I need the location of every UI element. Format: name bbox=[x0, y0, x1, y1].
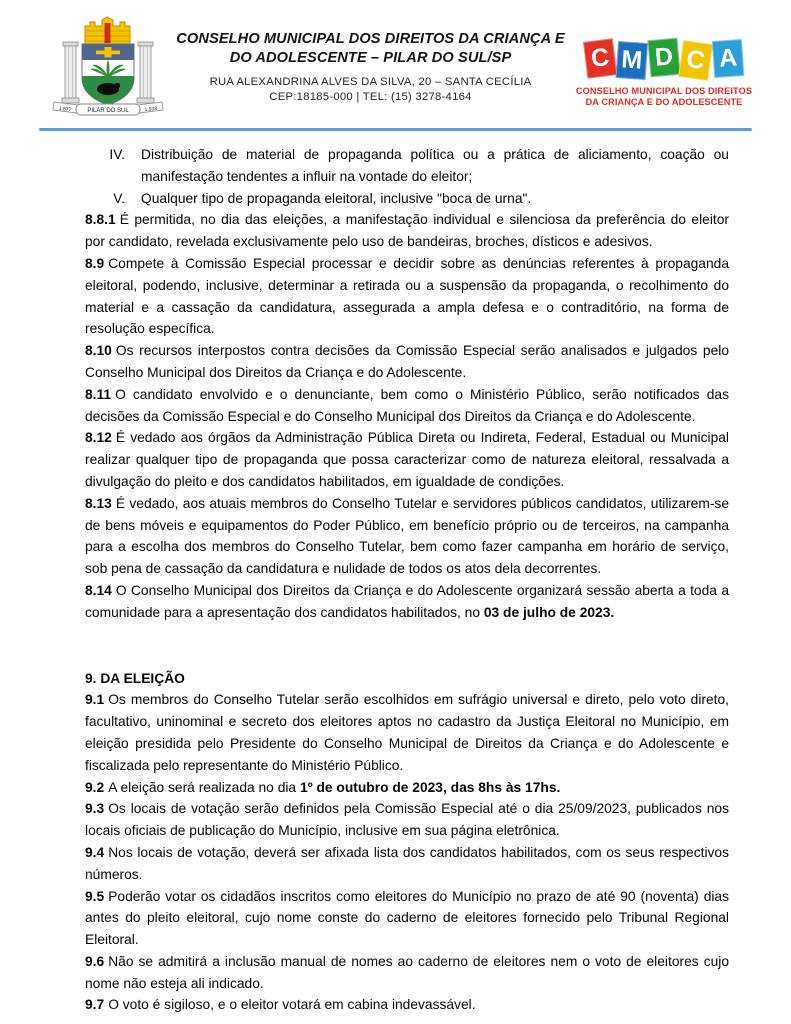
paragraph-text: O Conselho Municipal dos Direitos da Criança e do Adolescente organizará sessão aberta a toda a comunidade para a apresentação dos candidatos habilitados, no bbox=[85, 582, 729, 620]
paragraph-number: 9.6 bbox=[85, 953, 105, 969]
cmdca-tile-c2: C bbox=[678, 40, 713, 81]
cmdca-caption-line2: DA CRIANÇA E DO ADOLESCENTE bbox=[585, 97, 743, 107]
paragraph-number: 9.7 bbox=[85, 997, 105, 1013]
crest-banner bbox=[53, 102, 163, 115]
org-title-line2: DO ADOLESCENTE – PILAR DO SUL/SP bbox=[229, 50, 512, 66]
paragraph-text: Poderão votar os cidadãos inscritos como eleitores do Município no prazo de até 90 (noventa) dias antes do pleito eleitoral, cujo nome conste do caderno de eleitores fornecido pelo Tribunal Regional Eleitoral. bbox=[85, 888, 729, 948]
paragraph-number: 8.14 bbox=[85, 582, 112, 598]
section-9-heading: 9. DA ELEIÇÃO bbox=[85, 670, 185, 686]
paragraph-9-3 bbox=[85, 798, 729, 842]
paragraph-8-13 bbox=[85, 493, 729, 580]
list-item-v bbox=[85, 188, 729, 210]
cmdca-tile-m: M bbox=[616, 40, 649, 79]
paragraph-8-10 bbox=[85, 340, 729, 384]
crest-year-left: 1.877 bbox=[58, 105, 72, 114]
cmdca-tile-a: A bbox=[712, 38, 745, 77]
left-column-icon bbox=[62, 42, 79, 103]
list-numeral: IV. bbox=[109, 147, 125, 162]
paragraph-9-6 bbox=[85, 951, 729, 995]
paragraph-9-7 bbox=[85, 994, 729, 1016]
crest-banner-text: PILAR DO SUL bbox=[87, 108, 129, 114]
paragraph-number: 9.5 bbox=[85, 888, 105, 904]
paragraph-number: 9.2 bbox=[85, 779, 105, 795]
cmdca-logo bbox=[575, 14, 753, 108]
paragraph-text: É permitida, no dia das eleições, a manifestação individual e silenciosa da preferência do eleitor por candidato, revelada exclusivamente pelo uso de bandeiras, broches, dísticos e adesivos. bbox=[85, 212, 729, 250]
paragraph-text: É vedado aos órgãos da Administração Pública Direta ou Indireta, Federal, Estadual ou Municipal realizar qualquer tipo de propaganda que possa caracterizar como de natureza eleitoral, ressalvada a divulgação do pleito e dos candidatos habilitados, em igualdade de condições. bbox=[85, 430, 729, 489]
paragraph-8-14 bbox=[85, 580, 729, 624]
paragraph-text: Compete à Comissão Especial processar e decidir sobre as denúncias referentes à propaganda eleitoral, podendo, inclusive, determinar a retirada ou a suspensão da propaganda, o recolhimento do material e a cassação da candidatura, assegurada a ampla defesa e o contraditório, na forma de resolução específica. bbox=[85, 255, 729, 337]
paragraph-number: 8.8.1 bbox=[85, 212, 116, 228]
paragraph-9-5 bbox=[85, 886, 729, 951]
paragraph-text: Os membros do Conselho Tutelar serão escolhidos em sufrágio universal e direto, pelo voto direto, facultativo, uninominal e secreto dos eleitores aptos no cadastro da Justiça Eleitoral no Município, em eleição presidida pelo Presidente do Conselho Municipal de Direitos da Criança e do Adolescente e fiscalizada pelo representante do Ministério Público. bbox=[85, 692, 729, 773]
city-coat-of-arms bbox=[52, 14, 166, 123]
paragraph-text: A eleição será realizada no dia bbox=[108, 779, 300, 795]
document-header bbox=[0, 0, 791, 123]
paragraph-text: O voto é sigiloso, e o eleitor votará em cabina indevassável. bbox=[108, 997, 476, 1013]
paragraph-number: 8.13 bbox=[85, 495, 112, 511]
paragraph-text: Não se admitirá a inclusão manual de nomes ao caderno de eleitores nem o voto de eleitores cujo nome não esteja ali indicado. bbox=[85, 953, 729, 991]
paragraph-bold-text: 03 de julho de 2023. bbox=[483, 604, 615, 620]
list-item-iv bbox=[85, 144, 729, 188]
paragraph-text: Nos locais de votação, deverá ser afixada lista dos candidatos habilitados, com os seus respectivos números. bbox=[85, 844, 729, 882]
paragraph-number: 9.3 bbox=[85, 801, 105, 817]
org-address: RUA ALEXANDRINA ALVES DA SILVA, 20 – SANTA CECÍLIA bbox=[209, 76, 532, 88]
cmdca-tile-c1: C bbox=[583, 38, 617, 78]
cmdca-tile-d: D bbox=[647, 37, 680, 76]
paragraph-number: 9.4 bbox=[85, 844, 105, 860]
coat-of-arms-graphic bbox=[52, 14, 164, 118]
paragraph-9-2 bbox=[85, 777, 729, 799]
paragraph-bold-text: 1º de outubro de 2023, das 8hs às 17hs. bbox=[299, 779, 561, 795]
org-title-line1: CONSELHO MUNICIPAL DOS DIREITOS DA CRIANÇA E bbox=[176, 31, 565, 47]
list-text: Qualquer tipo de propaganda eleitoral, inclusive "boca de urna". bbox=[141, 190, 532, 206]
crest-year-right: 1.938 bbox=[144, 105, 158, 114]
crown-icon bbox=[85, 17, 130, 44]
cmdca-letter-tiles bbox=[575, 34, 753, 80]
paragraph-9-1 bbox=[85, 689, 729, 776]
paragraph-number: 8.12 bbox=[85, 430, 112, 446]
paragraph-number: 8.9 bbox=[85, 255, 105, 271]
list-text: Distribuição de material de propaganda política ou a prática de aliciamento, coação ou manifestação tendentes a influir na vontade do eleitor; bbox=[141, 147, 729, 184]
paragraph-number: 8.10 bbox=[85, 343, 112, 359]
paragraph-9-4 bbox=[85, 842, 729, 886]
list-numeral: V. bbox=[113, 190, 125, 206]
cmdca-caption bbox=[575, 86, 753, 108]
paragraph-text: Os locais de votação serão definidos pela Comissão Especial até o dia 25/09/2023, publicados nos locais oficiais de publicação do Município, inclusive em sua página eletrônica. bbox=[85, 801, 729, 839]
document-body bbox=[0, 131, 791, 1016]
paragraph-number: 8.11 bbox=[85, 386, 112, 402]
cmdca-caption-line1: CONSELHO MUNICIPAL DOS DIREITOS bbox=[575, 86, 753, 96]
right-column-icon bbox=[137, 42, 154, 103]
org-header-block bbox=[166, 14, 575, 105]
paragraph-8-8-1 bbox=[85, 209, 729, 253]
paragraph-8-12 bbox=[85, 427, 729, 492]
paragraph-number: 9.1 bbox=[85, 692, 105, 708]
paragraph-8-9 bbox=[85, 253, 729, 340]
paragraph-text: O candidato envolvido e o denunciante, bem como o Ministério Público, serão notificados das decisões da Comissão Especial e do Conselho Municipal dos Direitos da Criança e do Adolescente. bbox=[85, 386, 729, 424]
shield-icon bbox=[82, 44, 134, 105]
paragraph-text: Os recursos interpostos contra decisões da Comissão Especial serão analisados e julgados pelo Conselho Municipal dos Direitos da Criança e do Adolescente. bbox=[85, 343, 729, 380]
org-contact: CEP:18185-000 | TEL: (15) 3278-4164 bbox=[269, 91, 472, 103]
paragraph-text: É vedado, aos atuais membros do Conselho Tutelar e servidores públicos candidatos, utilizarem-se de bens móveis e equipamentos do Poder Público, em benefício próprio ou de terceiros, na campanha para a escolha dos membros do Conselho Tutelar, bem como fazer campanha em horário de serviço, sob pena de cassação da candidatura e nulidade de todos os atos dela decorrentes. bbox=[85, 495, 729, 577]
paragraph-8-11 bbox=[85, 384, 729, 428]
